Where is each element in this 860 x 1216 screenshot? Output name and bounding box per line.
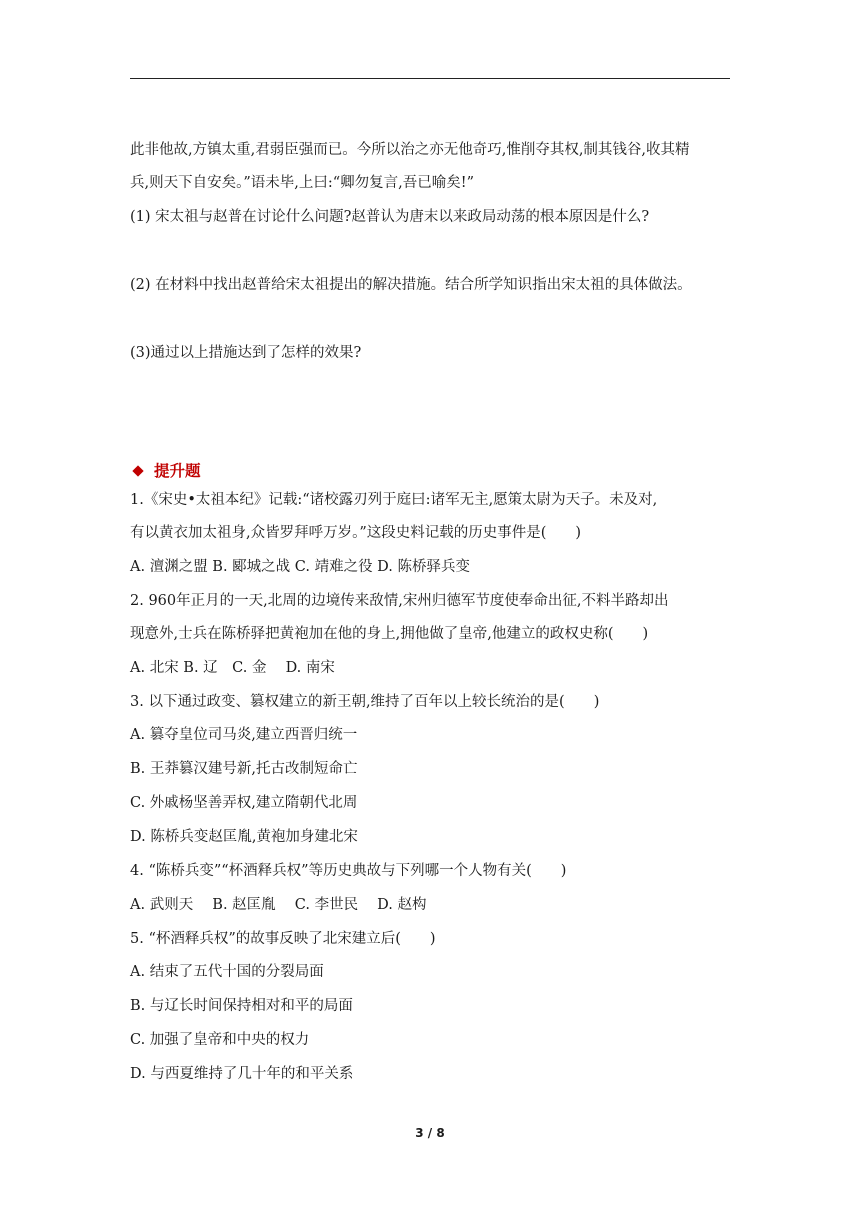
diamond-bullet-icon [132,465,143,476]
question-5-option-d: D. 与西夏维持了几十年的和平关系 [130,1066,354,1082]
question-5-option-a: A. 结束了五代十国的分裂局面 [130,964,324,980]
page-number: 3 / 8 [415,1126,445,1140]
sub-question-1: (1) 宋太祖与赵普在讨论什么问题?赵普认为唐末以来政局动荡的根本原因是什么? [130,209,650,225]
sub-question-2: (2) 在材料中找出赵普给宋太祖提出的解决措施。结合所学知识指出宋太祖的具体做法。 [130,277,692,293]
question-1-stem-line-2: 有以黄衣加太祖身,众皆罗拜呼万岁。”这段史料记载的历史事件是( ) [130,525,582,541]
question-1-stem-line-1: 1.《宋史•太祖本纪》记载:“诸校露刃列于庭曰:诸军无主,愿策太尉为天子。未及对, [130,492,658,508]
header-rule [130,78,730,79]
question-3-option-c: C. 外戚杨坚善弄权,建立隋朝代北周 [130,795,358,811]
question-5-option-b: B. 与辽长时间保持相对和平的局面 [130,998,353,1014]
question-3-option-a: A. 篡夺皇位司马炎,建立西晋归统一 [130,727,358,743]
question-4-options: A. 武则天 B. 赵匡胤 C. 李世民 D. 赵构 [130,897,427,913]
section-heading [130,459,201,481]
question-3-stem: 3. 以下通过政变、篡权建立的新王朝,维持了百年以上较长统治的是( ) [130,694,600,710]
question-2-stem-line-2: 现意外,士兵在陈桥驿把黄袍加在他的身上,拥他做了皇帝,他建立的政权史称( ) [130,626,649,642]
question-3-option-d: D. 陈桥兵变赵匡胤,黄袍加身建北宋 [130,829,358,845]
question-5-option-c: C. 加强了皇帝和中央的权力 [130,1032,310,1048]
question-5-stem: 5. “杯酒释兵权”的故事反映了北宋建立后( ) [130,931,436,947]
question-4-stem: 4. “陈桥兵变”“杯酒释兵权”等历史典故与下列哪一个人物有关( ) [130,863,567,879]
question-3-option-b: B. 王莽篡汉建号新,托古改制短命亡 [130,761,358,777]
material-line-2: 兵,则天下自安矣。”语未毕,上曰:“卿勿复言,吾已喻矣!” [130,175,475,191]
section-title: 提升题 [154,462,201,480]
sub-question-3: (3)通过以上措施达到了怎样的效果? [130,345,362,361]
question-1-options: A. 澶渊之盟 B. 郾城之战 C. 靖难之役 D. 陈桥驿兵变 [130,559,471,575]
question-2-options: A. 北宋 B. 辽 C. 金 D. 南宋 [130,660,335,676]
question-2-stem-line-1: 2. 960年正月的一天,北周的边境传来敌情,宋州归德军节度使奉命出征,不料半路却出 [130,593,669,609]
material-line-1: 此非他故,方镇太重,君弱臣强而已。今所以治之亦无他奇巧,惟削夺其权,制其钱谷,收其精 [130,142,690,158]
